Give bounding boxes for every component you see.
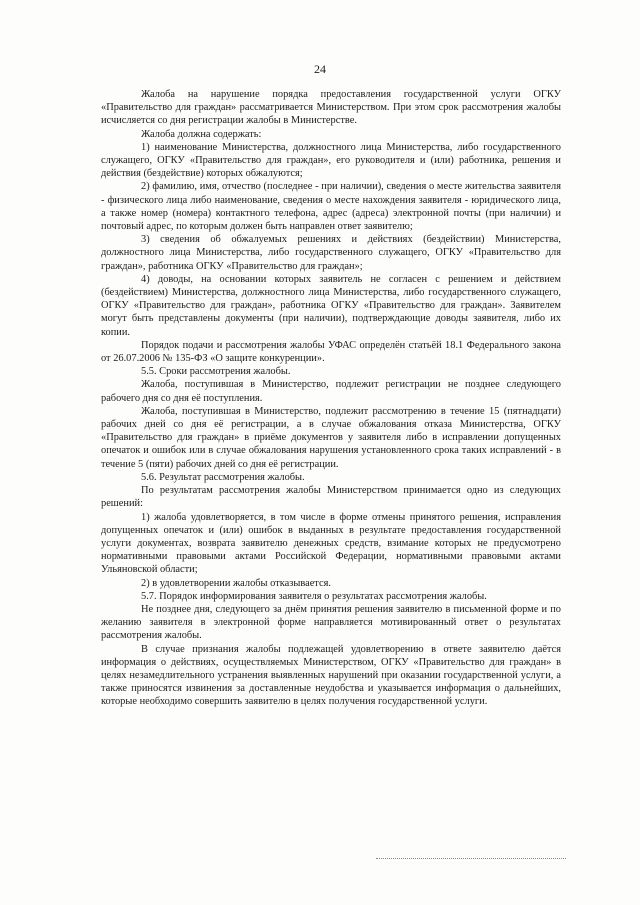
section-heading-5-6: 5.6. Результат рассмотрения жалобы. bbox=[141, 471, 305, 483]
paragraph-review-term: Жалоба, поступившая в Министерство, подлежит рассмотрению в течение 15 (пятнадцати) рабочих дней со дня её регистрации, а в случае обжалования отказа Министерства, ОГКУ «Правительство для граждан» в приёме документов у заявителя либо в исправлении допущенных опечаток и ошибок или в случае обжалования нарушения установленного срока таких исправлений - в течение 5 (пяти) рабочих дней со дня её регистрации. bbox=[101, 405, 561, 470]
page-number: 24 bbox=[314, 62, 326, 76]
paragraph-complaint-must-contain: Жалоба должна содержать: bbox=[141, 128, 262, 140]
paragraph-item-3: 3) сведения об обжалуемых решениях и действиях (бездействии) Министерства, должностного лица Министерства, либо государственного служащего, ОГКУ «Правительство для граждан», работника ОГКУ «Правительство для граждан»; bbox=[101, 234, 561, 272]
paragraph-decision-1: 1) жалоба удовлетворяется, в том числе в форме отмены принятого решения, исправления допущенных опечаток и (или) ошибок в выданных в результате предоставления государственной услуги документах, возврата заявителю денежных средств, взимание которых не предусмотрено нормативными правовыми актами Российской Федерации, нормативными правовыми актами Ульяновской области; bbox=[101, 511, 561, 576]
paragraph-item-4: 4) доводы, на основании которых заявитель не согласен с решением и действием (бездействием) Министерства, должностного лица Министерства, либо государственного служащего, ОГКУ «Правительство для граждан», работника ОГКУ «Правительство для граждан». Заявителем могут быть представлены документы (при наличии), подтверждающие доводы заявителя, либо их копии. bbox=[101, 273, 561, 338]
paragraph-complaint-intro: Жалоба на нарушение порядка предоставления государственной услуги ОГКУ «Правительство для граждан» рассматривается Министерством. При этом срок рассмотрения жалобы исчисляется со дня регистрации жалобы в Министерстве. bbox=[101, 89, 561, 127]
paragraph-registration-term: Жалоба, поступившая в Министерство, подлежит регистрации не позднее следующего рабочего дня со дня её поступления. bbox=[101, 379, 561, 404]
footer-divider bbox=[376, 858, 566, 859]
section-heading-5-7: 5.7. Порядок информирования заявителя о результатах рассмотрения жалобы. bbox=[141, 590, 487, 602]
paragraph-satisfied-complaint: В случае признания жалобы подлежащей удовлетворению в ответе заявителю даётся информация о действиях, осуществляемых Министерством, ОГКУ «Правительство для граждан» в целях незамедлительного устранения выявленных нарушений при оказании государственной услуги, а также приносятся извинения за доставленные неудобства и указывается информация о дальнейших, которые необходимо совершить заявителю в целях получения государственной услуги. bbox=[101, 643, 561, 708]
paragraph-item-2: 2) фамилию, имя, отчество (последнее - при наличии), сведения о месте жительства заявителя - физического лица либо наименование, сведения о месте нахождения заявителя - юридического лица, а также номер (номера) контактного телефона, адрес (адреса) электронной почты (при наличии) и почтовый адрес, по которым должен быть направлен ответ заявителю; bbox=[101, 181, 561, 233]
paragraph-response-deadline: Не позднее дня, следующего за днём принятия решения заявителю в письменной форме и по желанию заявителя в электронной форме направляется мотивированный ответ о результатах рассмотрения жалобы. bbox=[101, 603, 561, 642]
paragraph-decision-2: 2) в удовлетворении жалобы отказывается. bbox=[141, 577, 331, 589]
paragraph-item-1: 1) наименование Министерства, должностного лица Министерства, либо государственного служащего, ОГКУ «Правительство для граждан», его руководителя и (или) работника, решения и действия (бездействие) которых обжалуются; bbox=[101, 141, 561, 180]
paragraph-decisions-intro: По результатам рассмотрения жалобы Министерством принимается одно из следующих решений: bbox=[101, 485, 561, 510]
document-body bbox=[101, 88, 561, 709]
section-heading-5-5: 5.5. Сроки рассмотрения жалобы. bbox=[141, 366, 291, 378]
paragraph-ufas-procedure: Порядок подачи и рассмотрения жалобы УФАС определён статьёй 18.1 Федерального закона от 26.07.2006 № 135-ФЗ «О защите конкуренции». bbox=[101, 339, 561, 365]
